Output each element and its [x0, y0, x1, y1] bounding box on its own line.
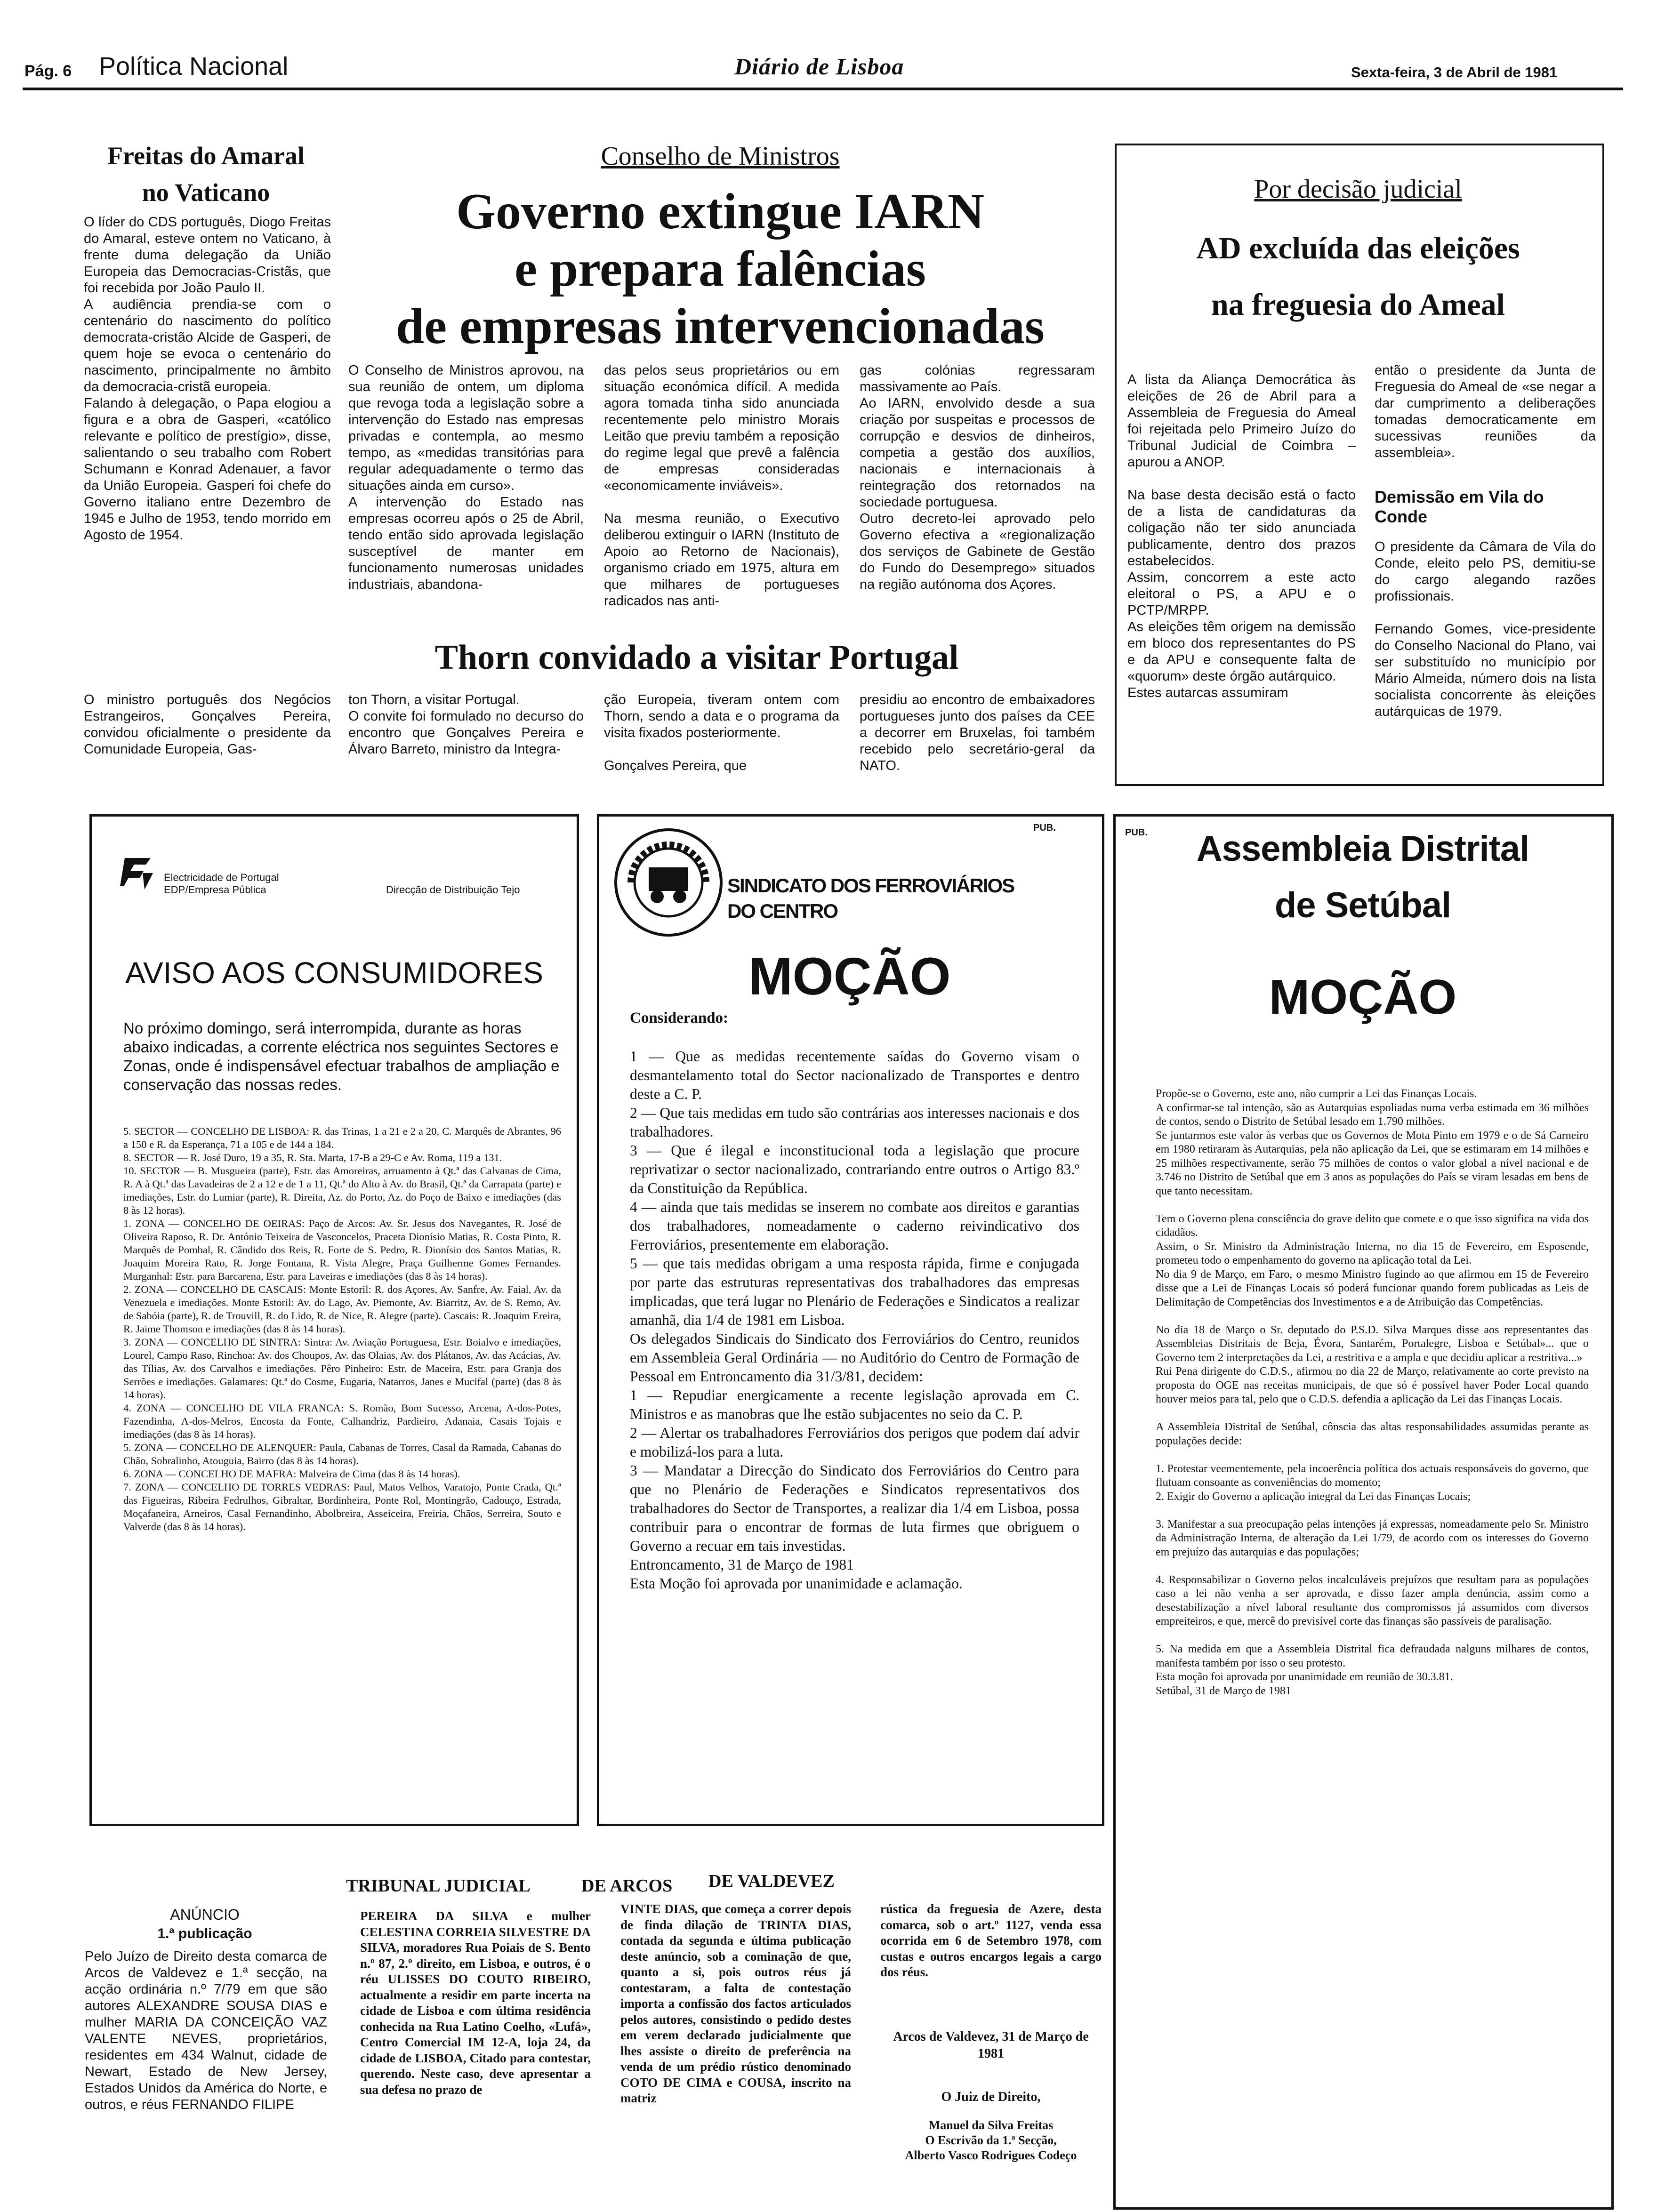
thorn-column-4: presidiu ao encontro de embaixadores portugueses junto dos países da CEE a decorrer em Bruxelas, foi também recebido pelo secretário-geral da NATO. — [860, 692, 1095, 773]
iarn-headline-line2: e prepara falências — [515, 241, 926, 297]
ferro-body: 1 — Que as medidas recentemente saídas do Governo visam o desmantelamento total do Sector nacionalizado de Transportes e dentro deste a C. P. 2 — Que tais medidas em tudo são contrárias aos interesses nacionais e dos trabalhadores. 3 — Que é ilegal e inconstitucional toda a legislação que procure reprivatizar o sector nacionalizado, contrariando entre outros o Artigo 83.º da Constituição da República. 4 — ainda que tais medidas se inserem no combate aos direitos e garantias dos trabalhadores, nomeadamente o caderno reivindicativo dos Ferroviários, presentemente em elaboração. 5 — que tais medidas obrigam a uma resposta rápida, firme e conjugada por parte das estruturas representativas dos trabalhadores das empresas implicadas, que terá lugar no Plenário de Federações e Sindicatos a realizar amanhã, dia 1/4 de 1981 em Lisboa. Os delegados Sindicais do Sindicato dos Ferroviários do Centro, reunidos em Assembleia Geral Ordinária — no Auditório do Centro de Formação de Pessoal em Entroncamento dia 31/3/81, decidem: 1 — Repudiar energicamente a recente legislação aprovada em C. Ministros e as manobras que lhe estão subjacentes no seio da C. P. 2 — Alertar os trabalhadores Ferroviários dos perigos que podem daí advir e mobilizá-los para a luta. 3 — Mandatar a Direcção do Sindicato dos Ferroviários do Centro para que no Plenário de Federações e Sindicatos representativos dos trabalhadores do Sector de Transportes, a realizar dia 1/4 em Lisboa, possa contribuir para o encontrar de formas de luta firmes que obriguem o Governo a recuar em tais investidas. Entroncamento, 31 de Março de 1981 Esta Moção foi aprovada por unanimidade e aclamação. — [630, 1048, 1079, 1592]
ameal-column-1: A lista da Aliança Democrática às eleições de 26 de Abril para a Assembleia de Freguesia do Ameal foi rejeitada pelo Primeiro Juízo do Tribunal Judicial de Coimbra – apurou a ANOP. Na base desta decisão está o facto de a lista de candidaturas da coligação não ter sido anunciada publicamente, dentro dos prazos estabelecidos. Assim, concorrem a este acto eleitoral o PS, a APU e o PCTP/MRPP. As eleições têm origem na demissão em bloco dos representantes do PS e da APU e consequente falta de «quorum» deste órgão autárquico. Estes autarcas assumiram — [1127, 372, 1356, 700]
setubal-body: Propõe-se o Governo, este ano, não cumprir a Lei das Finanças Locais. A confirmar-se tal intenção, são as Autarquias espoliadas numa verba estimada em 36 milhões de contos, sendo o Distrito de Setúbal lesado em 1.790 milhões. Se juntarmos este valor às verbas que os Governos de Mota Pinto em 1979 e o de Sá Carneiro em 1980 retiraram às Autarquias, pela não aplicação da Lei, que se estimaram em 14 milhões e 25 milhões respectivamente, serão 75 milhões de contos o valor global a nível nacional e de 3.746 no Distrito de Setúbal que em 3 anos as populações do País se viram lesadas em bens de que tanto necessitam. Tem o Governo plena consciência do grave delito que comete e o que isso significa na vida dos cidadãos. Assim, o Sr. Ministro da Administração Interna, no dia 15 de Fevereiro, em Esposende, prometeu todo o empenhamento do governo na aplicação total da Lei. No dia 9 de Março, em Faro, o mesmo Ministro fugindo ao que afirmou em 15 de Fevereiro disse que a Lei de Finanças Locais só poderá funcionar quando forem publicadas as Leis de Delimitação de Competências dos Investimentos e a de Atribuição das Competências. No dia 18 de Março o Sr. deputado do P.S.D. Silva Marques disse aos representantes das Assembleias Distritais de Beja, Évora, Santarém, Portalegre, Lisboa e Setúbal»... que o Governo tem 2 interpretações da Lei, a restritiva e a ampla e que decidiu aplicar a restritiva...» Rui Pena dirigente do C.D.S., afirmou no dia 22 de Março, relativamente ao corte previsto na proposta do OGE nas receitas municipais, de que só é possível haver Poder Local quando houver meios para tal, pelo que o C.D.S. defendia a aplicação da Lei das Finanças Locais. A Assembleia Distrital de Setúbal, cônscia das altas responsabilidades assumidas perante as populações decide: 1. Protestar veementemente, pela incoerência política dos actuais responsáveis do governo, que flutuam consoante as conveniências do momento; 2. Exigir do Governo a aplicação integral da Lei das Finanças Locais; 3. Manifestar a sua preocupação pelas intenções já expressas, nomeadamente pelo Sr. Ministro da Administração Interna, de alteração da Lei 1/79, de acordo com os interesses do Governo em prejuízo das autarquias e das populações; 4. Responsabilizar o Governo pelos incalculáveis prejuízos que resultam para as populações caso a lei não venha a ser aprovada, e disso fazer ampla denúncia, assim como a desestabilização a nível laboral resultante dos compromissos já assumidos com diversos empreiteiros, e que, mercê do previsível corte das finanças são passíveis de paralisação. 5. Na medida em que a Assembleia Distrital fica defraudada nalguns milhares de contos, manifesta também por isso o seu protesto. Esta moção foi aprovada por unanimidade em reunião de 30.3.81. Setúbal, 31 de Março de 1981 — [1156, 1088, 1589, 1697]
tribunal-column-4: rústica da freguesia de Azere, desta comarca, sob o art.º 1127, venda essa ocorrida em 6 de Setembro 1978, com custas e outros encargos legais a cargo dos réus. — [880, 1902, 1102, 1979]
edp-direction: Direcção de Distribuição Tejo — [386, 884, 520, 896]
edp-list: 5. SECTOR — CONCELHO DE LISBOA: R. das Trinas, 1 a 21 e 2 a 20, C. Marquês de Abrantes, 96 a 150 e R. da Esperança, 71 a 105 e de 144 a 184. 8. SECTOR — R. José Duro, 19 a 35, R. Sta. Marta, 17-B a 29-C e Av. Roma, 119 a 131. 10. SECTOR — B. Musgueira (parte), Estr. das Amoreiras, arruamento à Qt.ª das Calvanas de Cima, R. A à Qt.ª das Lavadeiras de 2 a 12 e de 1 a 11, Qt.ª do Alto à Av. do Brasil, Qt.ª da Carrapata (parte) e imediações, Estr. do Lumiar (parte), R. Direita, Az. do Porto, Az. do Poço de Baixo e imediações (das 8 às 12 horas). 1. ZONA — CONCELHO DE OEIRAS: Paço de Arcos: Av. Sr. Jesus dos Navegantes, R. José de Oliveira Raposo, R. Dr. António Teixeira de Vasconcelos, Praceta Dionísio Matias, R. Costa Pinto, R. Marquês de Pombal, R. Cândido dos Reis, R. Forte de S. Pedro, R. Dionísio dos Santos Matias, R. Joaquim Moreira Rato, R. Jorge Fontana, R. Vista Alegre, Praça Guilherme Gomes Fernandes. Murganhal: Estr. para Barcarena, Estr. para Laveiras e imediações (das 8 às 14 horas). 2. ZONA — CONCELHO DE CASCAIS: Monte Estoril: R. dos Açores, Av. Sanfre, Av. Faial, Av. da Venezuela e imediações. Monte Estoril: Av. do Lago, Av. Piemonte, Av. Biarritz, Av. de S. Remo, Av. de Sabóia (parte), R. de Trouvill, R. do Lido, R. de Nice, R. Alegre (parte). Cascais: R. Joaquim Ereira, R. Jaime Thomson e imediações (das 8 às 14 horas). 3. ZONA — CONCELHO DE SINTRA: Sintra: Av. Aviação Portuguesa, Estr. Boialvo e imediações, Lourel, Campo Raso, Rinchoa: Av. dos Choupos, Av. das Olaias, Av. dos Plátanos, Av. das Acácias, Av. das Tílias, Av. dos Carvalhos e imediações. Pêro Pinheiro: Estr. de Maceira, Estr. para Granja dos Serrões e imediações. Galamares: Qt.ª do Cosme, Eugaria, Natarros, Janes e Mucifal (parte) (das 8 às 14 horas). 4. ZONA — CONCELHO DE VILA FRANCA: S. Romão, Bom Sucesso, Arcena, A-dos-Potes, Fazendinha, A-dos-Melros, Encosta da Fonte, Calhandriz, Pardieiro, Adanaia, Casais Tojais e imediações (das 8 às 14 horas). 5. ZONA — CONCELHO DE ALENQUER: Paula, Cabanas de Torres, Casal da Ramada, Cabanas do Chão, Sobralinho, Atouguia, Bairro (das 8 às 14 horas). 6. ZONA — CONCELHO DE MAFRA: Malveira de Cima (das 8 às 14 horas). 7. ZONA — CONCELHO DE TORRES VEDRAS: Paul, Matos Velhos, Varatojo, Ponte Crada, Qt.ª das Figueiras, Ribeira Fedrulhos, Gibraltar, Bordinheira, Ponte Rol, Montingrão, Cadouço, Estrada, Moçafaneira, Arneiros, Casal Fernandinho, Abolbreira, Asseiceira, Freiria, Chãos, Serreira, Souto e Valverde (das 8 às 14 horas). — [123, 1125, 561, 1532]
freitas-body: O líder do CDS português, Diogo Freitas do Amaral, esteve ontem no Vaticano, à frente duma delegação da União Europeia das Democracias-Cristãs, que foi recebida por João Paulo II. A audiência prendia-se com o centenário do nascimento do político democrata-cristão Alcide de Gasperi, de quem hoje se evoca o centenário do nascimento, principalmente no âmbito da democracia-cristã europeia. Falando à delegação, o Papa elogiou a figura e a obra de Gasperi, «católico relevante e político de prestígio», disse, salientando o seu trabalho com Robert Schumann e Konrad Adenauer, a favor da União Europeia. Gasperi foi chefe do Governo italiano entre Dezembro de 1945 e Julho de 1953, tendo morrido em Agosto de 1954. — [84, 215, 331, 543]
tribunal-head-1: TRIBUNAL JUDICIAL — [346, 1876, 531, 1896]
iarn-column-2: das pelos seus proprietários ou em situação económica difícil. A medida agora tomada tinha sido anunciada recentemente pelo ministro Morais Leitão que previu também a reposição do regime legal que prevê a falência de empresas consideradas «economicamente inviáveis». Na mesma reunião, o Executivo deliberou extinguir o IARN (Instituto de Apoio ao Retorno de Nacionais), organismo criado em 1975, altura em que milhares de portugueses radicados nas anti- — [604, 363, 839, 609]
edp-intro: No próximo domingo, será interrompida, durante as horas abaixo indicadas, a corrente eléctrica nos seguintes Sectores e Zonas, onde é indispensável efectuar trabalhos de ampliação e conservação das nossas redes. — [123, 1019, 560, 1093]
ameal-subheading: Demissão em Vila do Conde — [1375, 487, 1544, 526]
thorn-column-2: ton Thorn, a visitar Portugal. O convite foi formulado no decurso do encontro que Gonçalves Pereira e Álvaro Barreto, ministro da Integra- — [348, 692, 584, 757]
tribunal-column-1: Pelo Juízo de Direito desta comarca de Arcos de Valdevez e 1.ª secção, na acção ordinária n.º 7/79 em que são autores ALEXANDRE SOUSA DIAS e mulher MARIA DA CONCEIÇÃO VAZ VALENTE NEVES, proprietários, residentes em 434 Walnut, cidade de Newart, Estado de New Jersey, Estados Unidos da América do Norte, e outros, e réus FERNANDO FILIPE — [85, 1949, 327, 2112]
setubal-title: MOÇÃO — [1269, 970, 1457, 1025]
ameal-headline-line1: AD excluída das eleições — [1196, 231, 1520, 265]
tribunal-head-3: DE VALDEVEZ — [708, 1871, 835, 1891]
newspaper-logo: Diário de Lisboa — [734, 53, 904, 80]
iarn-headline-line1: Governo extingue IARN — [456, 184, 984, 240]
setubal-org-line1: Assembleia Distrital — [1196, 829, 1529, 869]
iarn-column-1: O Conselho de Ministros aprovou, na sua reunião de ontem, um diploma que revoga toda a legislação sobre a intervenção do Estado nas empresas privadas e contempla, ao mesmo tempo, as «medidas transitórias para regular adequadamente o termo das situações ainda em curso». A intervenção do Estado nas empresas ocorreu após o 25 de Abril, tendo então sido aprovada legislação susceptível de manter em funcionamento numerosas unidades industriais, abandona- — [348, 363, 584, 592]
tribunal-publicacao: 1.ª publicação — [157, 1926, 252, 1941]
ameal-column-2b: O presidente da Câmara de Vila do Conde, eleito pelo PS, demitiu-se do cargo alegando razões profissionais. Fernando Gomes, vice-presidente do Conselho Nacional do Plano, vai ser substituído no município por Mário Almeida, número dois na lista socialista concorrente às eleições autárquicas de 1979. — [1375, 539, 1596, 719]
tribunal-judge: O Juiz de Direito, — [941, 2090, 1041, 2104]
ameal-kicker: Por decisão judicial — [1254, 175, 1462, 204]
section-title: Política Nacional — [99, 52, 289, 80]
tribunal-column-2: PEREIRA DA SILVA e mulher CELESTINA CORREIA SILVESTRE DA SILVA, moradores Rua Poiais de S. Bento n.º 87, 2.º direito, em Lisboa, e outros, é o réu ULISSES DO COUTO RIBEIRO, actualmente a residir em parte incerta na cidade de Lisboa e com última residência conhecida na Rua Latino Coelho, «Lufá», Centro Comercial IM 12-A, loja 24, da cidade de LISBOA, Citado para contestar, querendo. Neste caso, deve apresentar a sua defesa no prazo de — [360, 1909, 591, 2097]
ameal-headline-line2: na freguesia do Ameal — [1211, 288, 1505, 322]
edp-company-name: Electricidade de Portugal — [164, 872, 279, 883]
tribunal-place-date: Arcos de Valdevez, 31 de Março de 1981 — [893, 2029, 1089, 2061]
thorn-column-3: ção Europeia, tiveram ontem com Thorn, sendo a data e o programa da visita fixados posteriormente. Gonçalves Pereira, que — [604, 692, 839, 773]
edp-logo-icon — [120, 854, 158, 892]
thorn-column-1: O ministro português dos Negócios Estrangeiros, Gonçalves Pereira, convidou oficialmente o presidente da Comunidade Europeia, Gas- — [84, 692, 331, 757]
freitas-title-line1: Freitas do Amaral — [107, 142, 305, 170]
ferro-union-name-line2: DO CENTRO — [727, 900, 837, 922]
iarn-column-3: gas colónias regressaram massivamente ao País. Ao IARN, envolvido desde a sua criação por suspeitas e processos de corrupção e desvios de dinheiros, competia a gestão dos auxílios, nacionais e internacionais à reintegração dos retornados na sociedade portuguesa. Outro decreto-lei aprovado pelo Governo efectiva a «regionalização dos serviços de Gabinete de Gestão do Fundo do Desemprego» situados na região autónoma dos Açores. — [860, 363, 1095, 592]
tribunal-anuncio: ANÚNCIO — [170, 1906, 240, 1923]
issue-date: Sexta-feira, 3 de Abril de 1981 — [1351, 64, 1558, 80]
tribunal-signature: Manuel da Silva Freitas O Escrivão da 1.ª Secção, Alberto Vasco Rodrigues Codeço — [905, 2118, 1077, 2162]
freitas-title-line2: no Vaticano — [142, 178, 270, 207]
tribunal-column-3: VINTE DIAS, que começa a correr depois de finda dilação de TRINTA DIAS, contada da segunda e última publicação deste anúncio, sob a cominação de que, quanto a si, pois outros réus já contestaram, a falta de contestação importa a confissão dos factos articulados pelos autores, consistindo o pedido destes em verem declarado judicialmente que lhes assiste o direito de preferência na venda de um prédio rústico denominado COTO DE CIMA e COUSA, inscrito na matriz — [620, 1902, 851, 2105]
edp-title: AVISO AOS CONSUMIDORES — [125, 956, 543, 990]
ameal-column-2: então o presidente da Junta de Freguesia do Ameal de «se negar a dar cumprimento a deliberações tomadas democraticamente em sucessivas reuniões da assembleia». — [1375, 363, 1596, 460]
ferro-union-emblem-icon — [612, 826, 725, 939]
ferro-title: MOÇÃO — [748, 947, 951, 1006]
ferro-considerando: Considerando: — [630, 1010, 729, 1026]
page-number: Pág. 6 — [24, 62, 72, 80]
setubal-pub-label: PUB. — [1125, 827, 1148, 838]
setubal-org-line2: de Setúbal — [1274, 885, 1451, 925]
ferro-pub-label: PUB. — [1033, 823, 1056, 833]
tribunal-head-2: DE ARCOS — [581, 1876, 673, 1896]
ferro-union-name-line1: SINDICATO DOS FERROVIÁRIOS — [727, 874, 1014, 897]
iarn-headline-line3: de empresas intervencionadas — [396, 298, 1045, 354]
edp-company-type: EDP/Empresa Pública — [164, 884, 266, 896]
thorn-headline: Thorn convidado a visitar Portugal — [434, 638, 959, 677]
header-rule — [23, 88, 1623, 90]
iarn-kicker: Conselho de Ministros — [601, 142, 840, 171]
